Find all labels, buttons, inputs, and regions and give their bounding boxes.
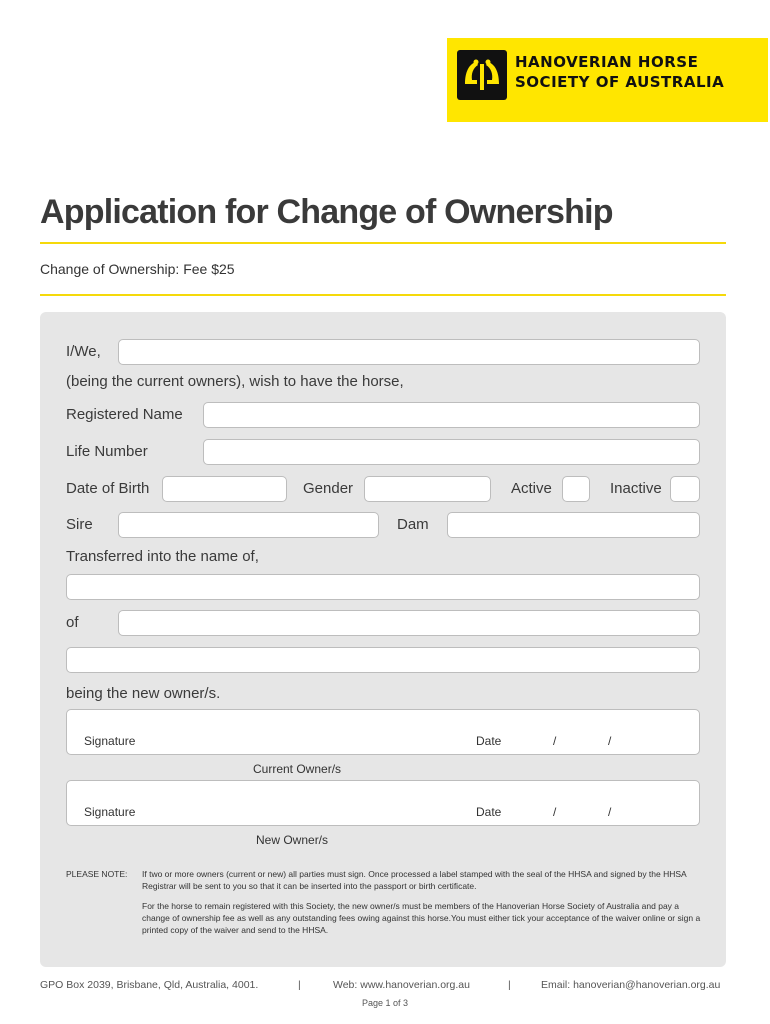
note-paragraph-2: For the horse to remain registered with this Society, the new owner/s must be members of the Hanoverian Horse Society of Australia and pay a change of ownership fee as well as any outstanding fees owing against this horse.You must either tick your acceptance of the waiver online or sign a printed copy of the waiver and send to the HHSA. (142, 901, 701, 935)
registered-name-field[interactable] (203, 402, 700, 428)
active-label: Active (511, 480, 552, 497)
new-owners-text: being the new owner/s. (66, 685, 221, 702)
current-owners-caption: Current Owner/s (253, 762, 342, 776)
transferred-label: Transferred into the name of, (66, 548, 259, 565)
current-owner-signature-box[interactable] (66, 709, 700, 755)
current-date-sep-1: / (553, 734, 557, 748)
title-divider (40, 242, 726, 244)
footer-separator-1: | (298, 979, 301, 991)
new-signature-label: Signature (84, 805, 136, 819)
sire-field[interactable] (118, 512, 379, 538)
society-logo (447, 38, 768, 122)
page-title: Application for Change of Ownership (40, 193, 613, 231)
footer-separator-2: | (508, 979, 511, 991)
inactive-label: Inactive (610, 480, 662, 497)
new-date-sep-1: / (553, 805, 557, 819)
logo-line-1: HANOVERIAN HORSE (515, 53, 699, 71)
new-owner-name-field[interactable] (66, 574, 700, 600)
logo-line-2: SOCIETY OF AUSTRALIA (515, 73, 725, 91)
of-label: of (66, 614, 79, 631)
new-owner-address-field[interactable] (118, 610, 700, 636)
life-number-label: Life Number (66, 443, 148, 460)
gender-label: Gender (303, 480, 354, 497)
new-date-sep-2: / (608, 805, 612, 819)
active-checkbox[interactable] (562, 476, 590, 502)
new-date-label: Date (476, 805, 502, 819)
sire-label: Sire (66, 516, 93, 533)
new-owner-address-field-2[interactable] (66, 647, 700, 673)
iwe-label: I/We, (66, 343, 101, 360)
footer-web-link[interactable]: Web: www.hanoverian.org.au (333, 979, 470, 991)
new-owner-signature-box[interactable] (66, 780, 700, 826)
current-date-sep-2: / (608, 734, 612, 748)
current-date-label: Date (476, 734, 502, 748)
current-signature-label: Signature (84, 734, 136, 748)
gender-field[interactable] (364, 476, 491, 502)
page-number: Page 1 of 3 (361, 998, 409, 1008)
dam-field[interactable] (447, 512, 700, 538)
current-owners-text: (being the current owners), wish to have the horse, (66, 373, 404, 390)
logo-wordmark (515, 52, 724, 92)
application-form (40, 312, 726, 967)
current-owner-name-field[interactable] (118, 339, 700, 365)
footer-address: GPO Box 2039, Brisbane, Qld, Australia, 4001. (40, 979, 259, 991)
date-of-birth-field[interactable] (162, 476, 287, 502)
fee-text: Change of Ownership: Fee $25 (40, 261, 235, 277)
fee-divider (40, 294, 726, 296)
dam-label: Dam (397, 516, 429, 533)
horse-heads-crest-icon (457, 50, 507, 100)
footer-email-link[interactable]: Email: hanoverian@hanoverian.org.au (541, 979, 721, 991)
inactive-checkbox[interactable] (670, 476, 700, 502)
new-owners-caption: New Owner/s (256, 833, 329, 847)
life-number-field[interactable] (203, 439, 700, 465)
registered-name-label: Registered Name (66, 406, 183, 423)
date-of-birth-label: Date of Birth (66, 480, 150, 497)
please-note-label: PLEASE NOTE: (66, 869, 128, 879)
note-paragraph-1: If two or more owners (current or new) all parties must sign. Once processed a label stamped with the seal of the HHSA and signed by the HHSA Registrar will be sent to you so that it can be inserted into the passport or birth certificate. (142, 869, 687, 891)
